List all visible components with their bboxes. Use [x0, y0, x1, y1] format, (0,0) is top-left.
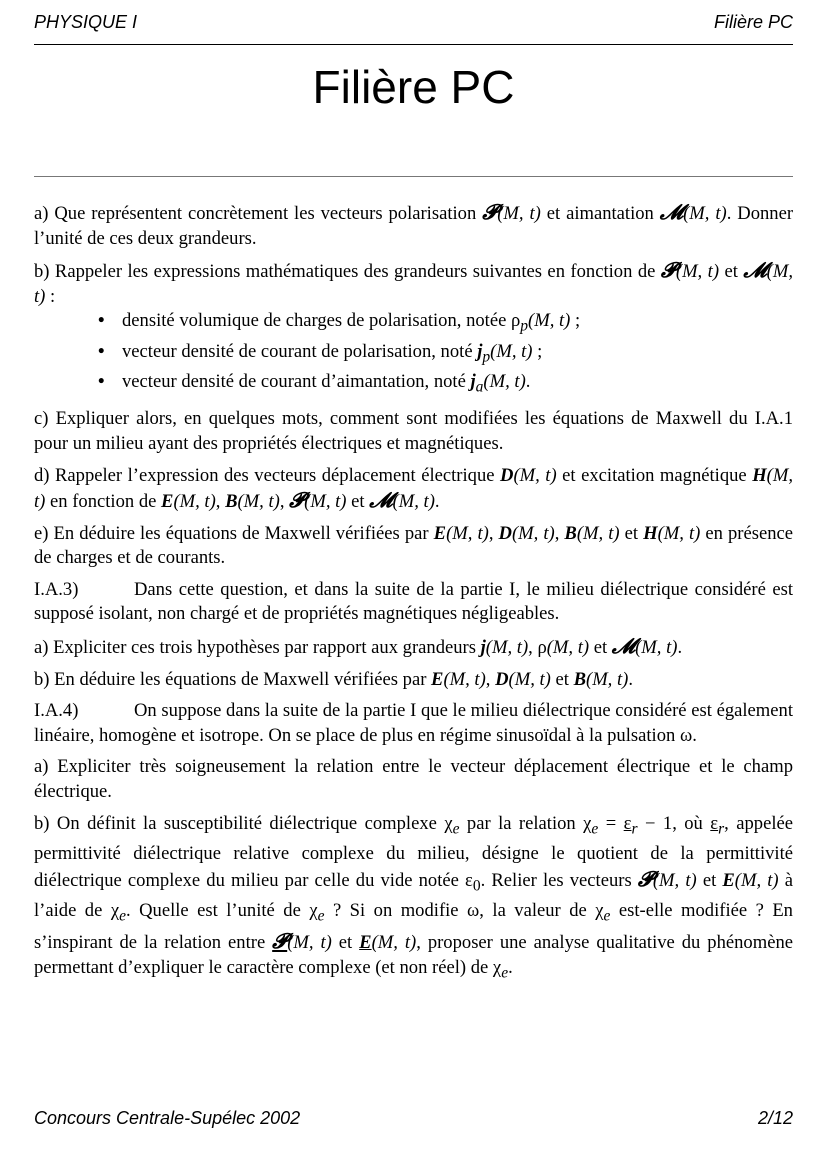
bullet-item: • vecteur densité de courant d’aimantation, noté $j_a(M$, t).	[98, 370, 793, 400]
bullet-list	[34, 309, 793, 400]
question-b: b) Rappeler les expressions mathématiques des grandeurs suivantes en fonction de 𝓟(M, t) et 𝓜(M, t) : • densité volumique de charges de polarisation, notée $\rho_p(M$, t) ; • vecteur densité de courant de polarisation, noté $j_p(M$, t) ; • vecteur densité de courant d’aimantation, noté $j_a(M$, t).	[34, 258, 793, 400]
question-d: d) Rappeler l’expression des vecteurs déplacement électrique D(M, t) et excitation magnétique H(M, t) en fonction de E(M, t), B(M, t), 𝓟(M, t) et 𝓜(M, t).	[34, 464, 793, 513]
question-ia4-b: b) On définit la susceptibilité diélectrique complexe $\chi_e$ par la relation $\chi_e = \varepsilon_r - 1$, où $\varepsilon_r$, appelée permittivité diélectrique relative complexe du milieu, désigne le quotient de la permittivité diélectrique complexe du milieu par celle du vide notée $\varepsilon_0$. Relier les vecteurs 𝓟(M, t) et E(M, t) à l’aide de $\chi_e$. Quelle est l’unité de $\chi_e$ ? Si on modifie ω, la valeur de $\chi_e$ est-elle modifiée ? En s’inspirant de la relation entre 𝓟(M, t) et E(M, t), proposer une analyse qualitative du phénomène permettant d’expliquer le caractère complexe (et non réel) de $\chi_e$.	[34, 812, 794, 982]
section-ia4: I.A.4) On suppose dans la suite de la partie I que le milieu diélectrique considéré est également linéaire, homogène et isotrope. On se place de plus en régime sinusoïdal à la pulsation ω.	[34, 700, 793, 746]
question-ia3-a: a) Expliciter ces trois hypothèses par rapport aux grandeurs j(M, t), ρ(M, t) et 𝓜(M, t).	[34, 633, 683, 659]
footer-exam: Concours Centrale-Supélec 2002	[34, 1108, 301, 1128]
section-number: I.A.3)	[34, 578, 79, 600]
bullet-item: • vecteur densité de courant de polarisation, noté $j_p(M$, t) ;	[98, 340, 793, 370]
question-a: a) Que représentent concrètement les vecteurs polarisation 𝓟(M, t) et aimantation 𝓜(M, t). Donner l’unité de ces deux grandeurs.	[34, 199, 794, 249]
footer-page-number: 2/12	[757, 1108, 793, 1128]
question-body	[34, 200, 793, 986]
header-subject: PHYSIQUE I	[34, 12, 138, 32]
question-ia3-b: b) En déduire les équations de Maxwell vérifiées par E(M, t), D(M, t) et B(M, t).	[34, 668, 633, 690]
header-rule	[34, 44, 793, 45]
title-rule	[34, 176, 793, 177]
section-ia3: I.A.3) Dans cette question, et dans la suite de la partie I, le milieu diélectrique considéré est supposé isolant, non chargé et de propriétés magnétiques négligeables.	[34, 578, 793, 625]
question-ia4-a: a) Expliciter très soigneusement la relation entre le vecteur déplacement électrique et le champ électrique.	[34, 756, 793, 803]
page-title: Filière PC	[312, 61, 515, 113]
header-track: Filière PC	[713, 12, 793, 32]
section-number: I.A.4)	[34, 700, 79, 722]
question-e: e) En déduire les équations de Maxwell vérifiées par E(M, t), D(M, t), B(M, t) et H(M, t) en présence de charges et de courants.	[34, 522, 794, 569]
question-c: c) Expliquer alors, en quelques mots, comment sont modifiées les équations de Maxwell du I.A.1 pour un milieu ayant des propriétés électriques et magnétiques.	[34, 408, 793, 454]
bullet-item: • densité volumique de charges de polarisation, notée $\rho_p(M$, t) ;	[98, 309, 793, 339]
